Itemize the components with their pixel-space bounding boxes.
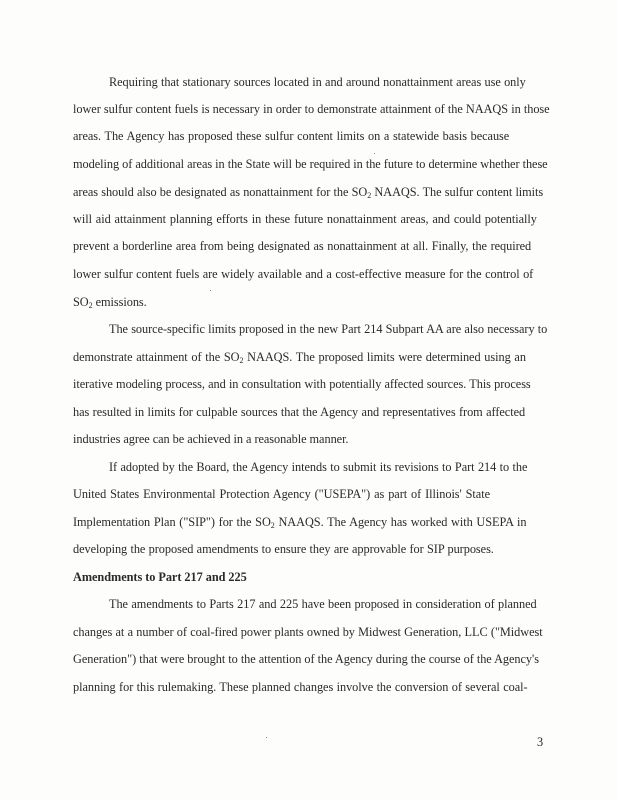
paragraph-1-line-5 [73, 184, 553, 200]
paragraph-2-line-4: has resulted in limits for culpable sources that the Agency and representatives from affected [73, 405, 526, 419]
paragraph-2-line-2 [73, 349, 553, 365]
scan-speck [210, 290, 211, 291]
paragraph-4-line-3: Generation") that were brought to the attention of the Agency during the course of the Agency's [73, 652, 539, 666]
paragraph-1-line-7: prevent a borderline area from being designated as nonattainment at all. Finally, the required [73, 239, 532, 253]
section-heading: Amendments to Part 217 and 225 [73, 570, 247, 584]
paragraph-1-line-6: will aid attainment planning efforts in these future nonattainment areas, and could potentially [73, 212, 537, 226]
paragraph-1-line-5-text: areas should also be designated as nonattainment for the SO [73, 185, 368, 199]
so2-subscript: 2 [239, 356, 244, 365]
paragraph-4-line-1: The amendments to Parts 217 and 225 have been proposed in consideration of planned [109, 597, 537, 611]
so2-subscript: 2 [88, 301, 93, 310]
paragraph-4-line-4: planning for this rulemaking. These planned changes involve the conversion of several coal- [73, 680, 528, 694]
paragraph-2-line-3: iterative modeling process, and in consultation with potentially affected sources. This process [73, 377, 531, 391]
paragraph-2-line-2-text: demonstrate attainment of the SO [73, 350, 240, 364]
paragraph-2-line-1: The source-specific limits proposed in the new Part 214 Subpart AA are also necessary to [109, 322, 548, 336]
paragraph-1-line-8: lower sulfur content fuels are widely available and a cost-effective measure for the control of [73, 267, 534, 281]
paragraph-2-line-2-text-end: NAAQS. The proposed limits were determined using an [243, 350, 526, 364]
paragraph-1-line-3: areas. The Agency has proposed these sulfur content limits on a statewide basis because [73, 129, 510, 143]
paragraph-3-line-4: developing the proposed amendments to ensure they are approvable for SIP purposes. [73, 542, 494, 556]
scan-speck [266, 737, 267, 738]
paragraph-1-line-4: modeling of additional areas in the State will be required in the future to determine whether these [73, 157, 548, 171]
paragraph-1-line-5-text-end: NAAQS. The sulfur content limits [371, 185, 544, 199]
paragraph-3-line-3-text: Implementation Plan ("SIP") for the SO [73, 515, 271, 529]
paragraph-3-line-3 [73, 514, 553, 530]
paragraph-1-line-9-text: SO [73, 295, 89, 309]
page-number: 3 [537, 735, 544, 749]
so2-subscript: 2 [270, 521, 275, 530]
so2-subscript: 2 [367, 191, 372, 200]
scan-speck [374, 153, 375, 154]
paragraph-3-line-2: United States Environmental Protection Agency ("USEPA") as part of Illinois' State [73, 487, 490, 501]
paragraph-2-line-5: industries agree can be achieved in a reasonable manner. [73, 432, 349, 446]
paragraph-3-line-1: If adopted by the Board, the Agency intends to submit its revisions to Part 214 to the [109, 460, 528, 474]
paragraph-1-line-9-text-end: emissions. [92, 295, 147, 309]
paragraph-3-line-3-text-end: NAAQS. The Agency has worked with USEPA in [274, 515, 527, 529]
paragraph-1-line-1: Requiring that stationary sources located in and around nonattainment areas use only [109, 75, 526, 89]
paragraph-1-line-2: lower sulfur content fuels is necessary in order to demonstrate attainment of the NAAQS in those [73, 102, 550, 116]
paragraph-4-line-2: changes at a number of coal-fired power plants owned by Midwest Generation, LLC ("Midwest [73, 625, 543, 639]
paragraph-1-line-9 [73, 294, 553, 310]
